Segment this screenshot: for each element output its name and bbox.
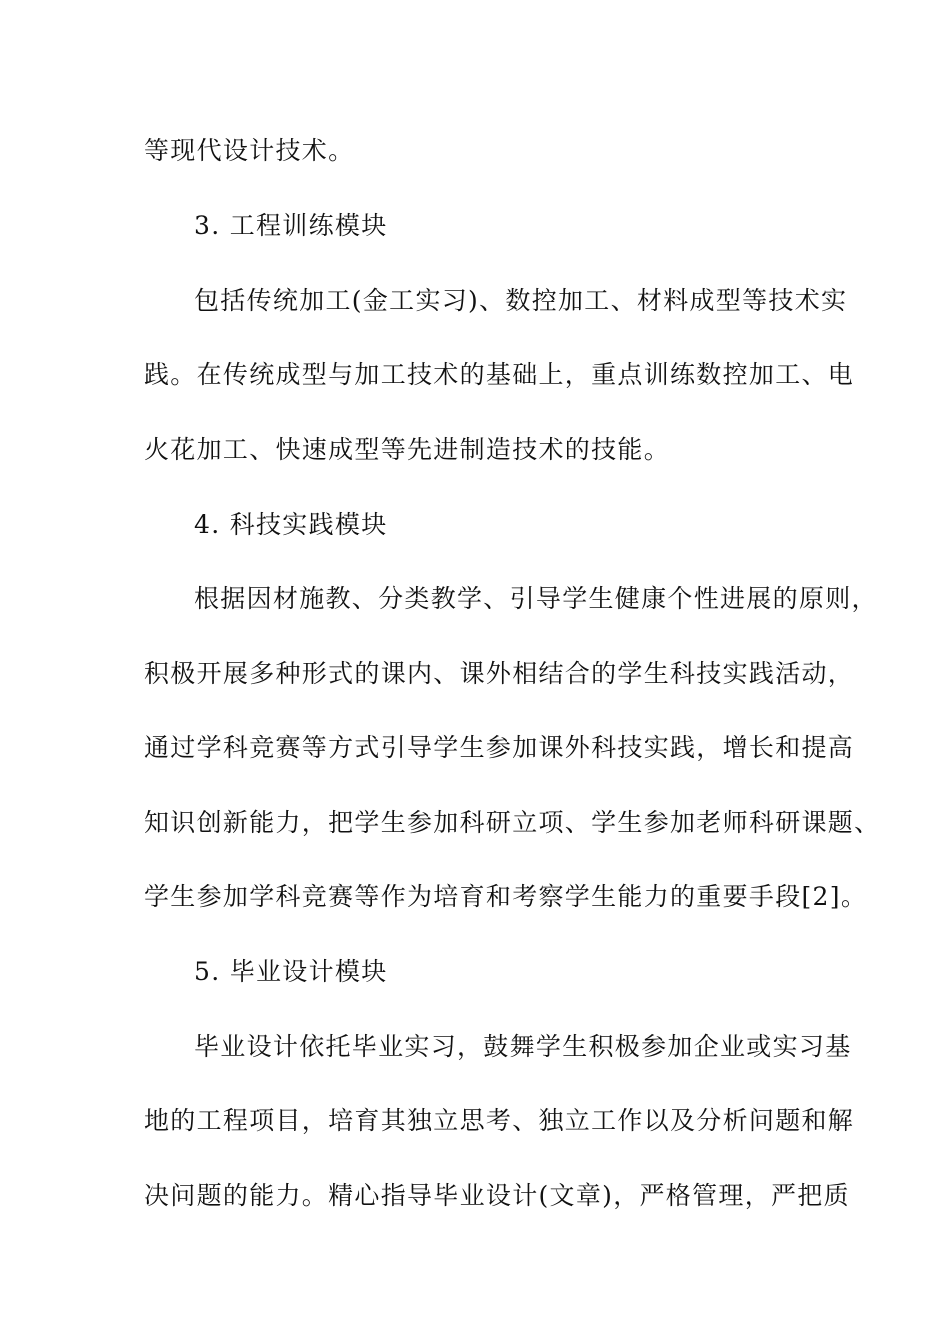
- paragraph-line: 决问题的能力。精心指导毕业设计(文章)，严格管理，严把质: [144, 1181, 850, 1210]
- paragraph-line: 包括传统加工(金工实习)、数控加工、材料成型等技术实: [194, 286, 848, 315]
- paragraph-line: 火花加工、快速成型等先进制造技术的技能。: [144, 435, 671, 464]
- section-heading: 5. 毕业设计模块: [194, 957, 388, 986]
- paragraph-line: 通过学科竞赛等方式引导学生参加课外科技实践，增长和提高: [144, 733, 855, 762]
- paragraph-line: 毕业设计依托毕业实习，鼓舞学生积极参加企业或实习基: [194, 1032, 852, 1061]
- section-heading: 4. 科技实践模块: [194, 510, 388, 539]
- paragraph-line: 积极开展多种形式的课内、课外相结合的学生科技实践活动，: [144, 659, 855, 688]
- paragraph-line: 根据因材施教、分类教学、引导学生健康个性进展的原则，: [194, 584, 878, 613]
- section-heading: 3. 工程训练模块: [194, 211, 388, 240]
- paragraph-line: 学生参加学科竞赛等作为培育和考察学生能力的重要手段[2]。: [144, 882, 868, 911]
- paragraph-line: 践。在传统成型与加工技术的基础上，重点训练数控加工、电: [144, 360, 855, 389]
- paragraph-line: 地的工程项目，培育其独立思考、独立工作以及分析问题和解: [144, 1106, 855, 1135]
- paragraph-line: 等现代设计技术。: [144, 136, 355, 165]
- paragraph-line: 知识创新能力，把学生参加科研立项、学生参加老师科研课题、: [144, 808, 881, 837]
